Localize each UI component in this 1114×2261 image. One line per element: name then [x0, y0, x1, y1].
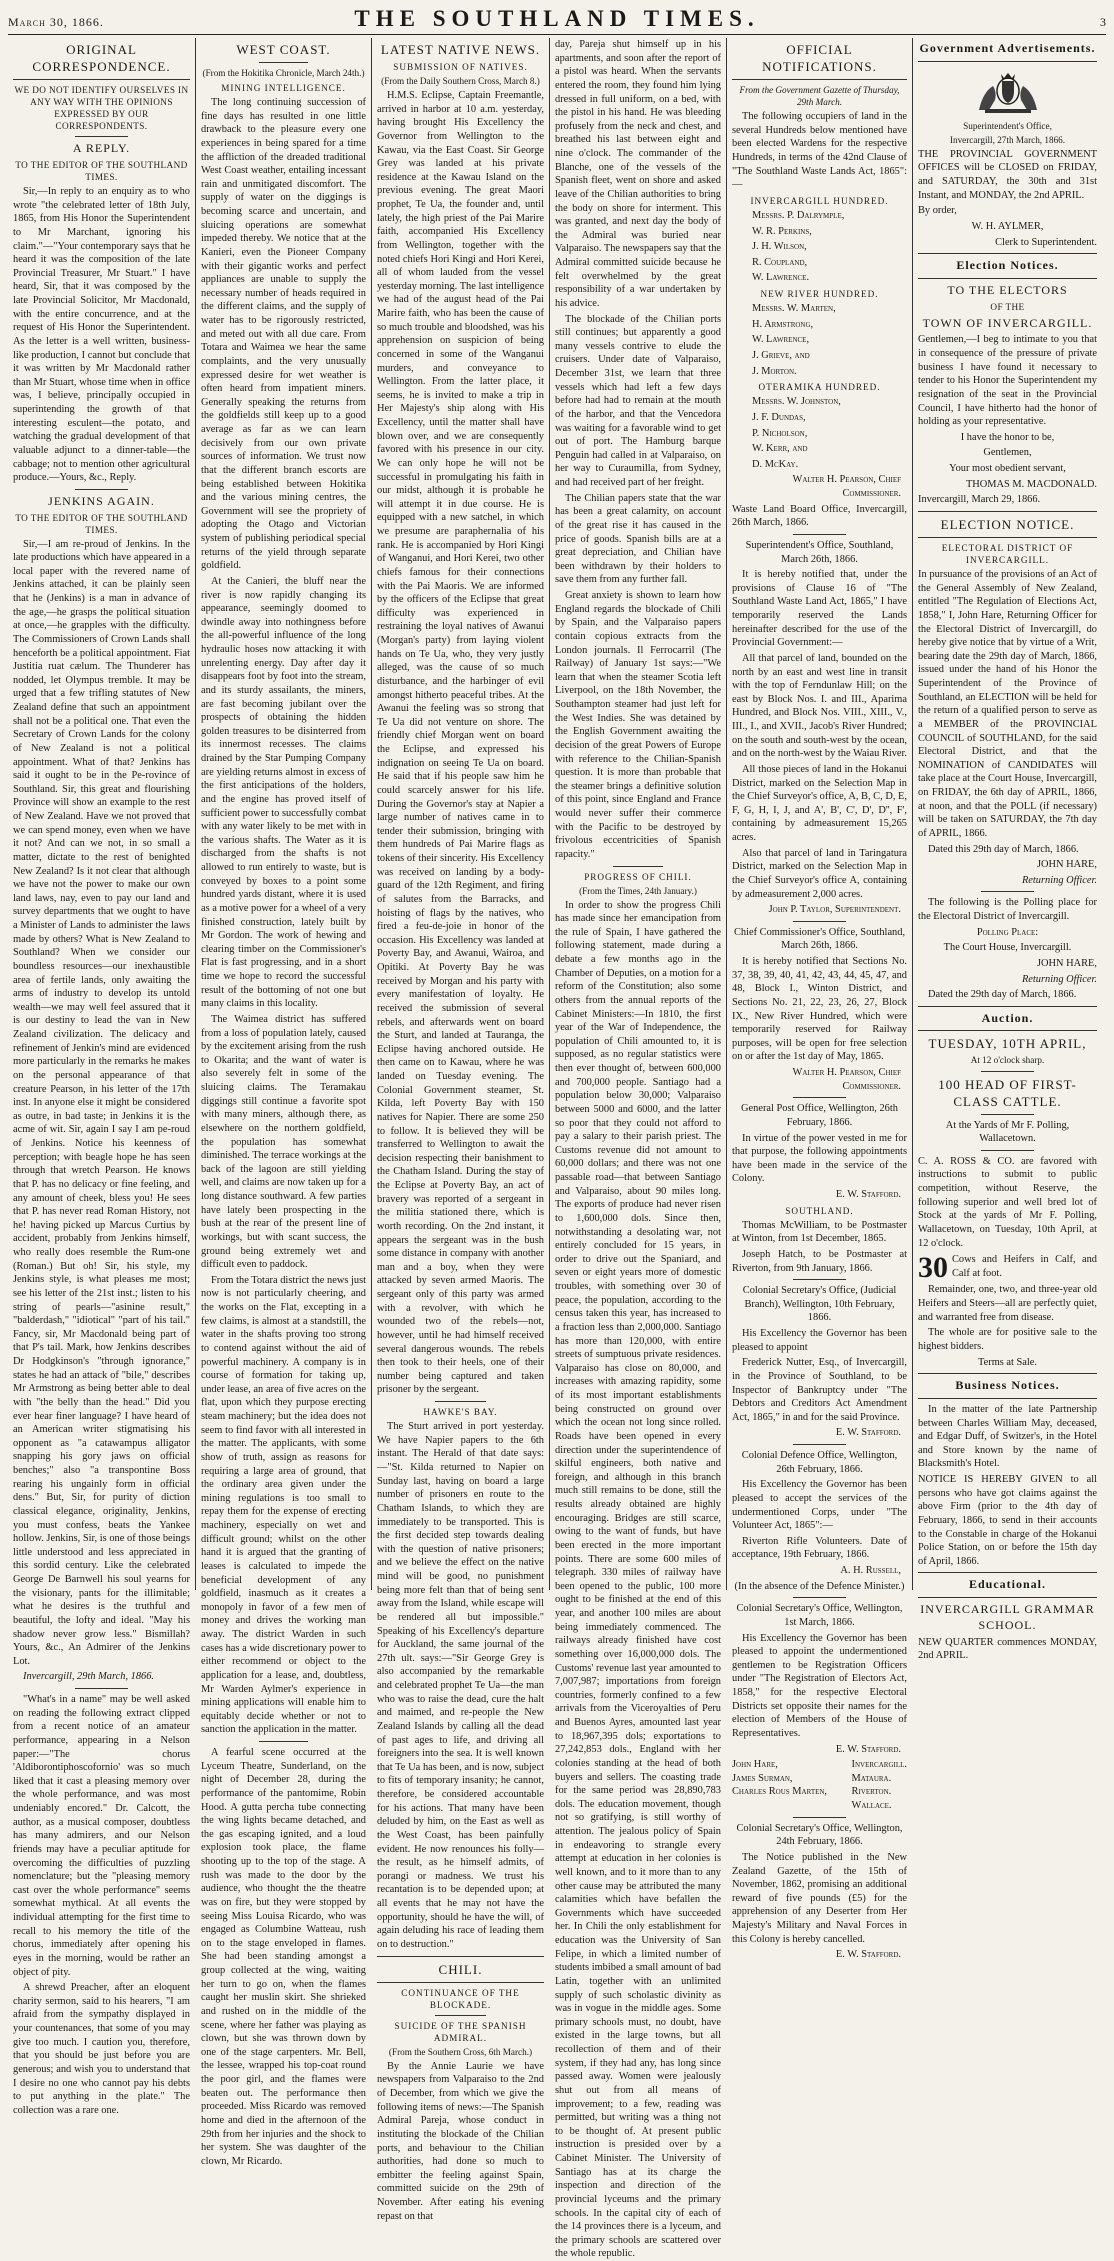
notice-text: It is hereby notified that Sections No. 37, 38, 39, 40, 41, 42, 43, 44, 45, 47, and 48, Block I., Winton District, and Sections No. 21, 22, 23, 26, 27, Block IX., New River Hundred, which were temporarily reserved for Railway purposes, will be open for free selection on or after the 1st day of May, 1865. — [732, 956, 907, 1063]
business-notice: In the matter of the late Partnership between Charles William May, deceased, and Edgar Duff, of Switzer's, in the Hotel and Store known by the name of Blacksmith's Hotel. — [918, 1403, 1097, 1470]
source-line: (From the Hokitika Chronicle, March 24th.) — [202, 68, 365, 79]
column-5 — [727, 38, 913, 1961]
divider — [918, 253, 1097, 254]
polling-label: Polling Place: — [976, 926, 1039, 938]
district-name: Invercargill. — [851, 1759, 907, 1771]
source-line: (From the Southern Cross, 6th March.) — [388, 2046, 533, 2057]
divider — [918, 1597, 1097, 1598]
district-name: Riverton. — [851, 1786, 892, 1798]
sub-heading: PROGRESS OF CHILI. — [584, 871, 692, 882]
article-paragraph: By the Annie Laurie we have newspapers from Valparaiso to the 2nd of December, from which we give the following items of news:—The Spanish Admiral Pareja, whose conduct in instituting the blockade of the Chilian ports, and behaviour to the Chilian authorities, had done so much to embitter the feeling against Spain, committed suicide on the 29th of November. After eating his evening repast on that — [377, 2060, 544, 2222]
notice-text: Also that parcel of land in Taringatura District, marked on the Selection Map in the Chief Surveyor's office A, containing by admeasurement 2,000 acres. — [732, 847, 907, 900]
signature: E. W. Stafford. — [835, 1949, 901, 1961]
signature-title: Clerk to Superintendent. — [995, 236, 1097, 248]
signature: W. H. AYLMER, — [971, 220, 1044, 232]
section-heading: WEST COAST. — [236, 42, 331, 57]
divider — [13, 79, 190, 80]
signature-title: Returning Officer. — [1021, 973, 1097, 985]
signature: JOHN HARE, — [1036, 957, 1097, 969]
column-2 — [196, 38, 372, 2167]
notice-text: Riverton Rifle Volunteers. Date of acceptance, 19th February, 1866. — [732, 1535, 907, 1561]
business-notice: NOTICE IS HEREBY GIVEN to all persons who have got claims against the above Firm (prior to the 4th day of February, 1866, to send in their accounts to the Constable in charge of the Hokanui Police Station, on or before the 15th day of April, 1866. — [918, 1474, 1097, 1567]
divider — [918, 1572, 1097, 1573]
office-dateline: Colonial Defence Office, Wellington, 26th February, 1866. — [741, 1450, 898, 1475]
stock-description: Cows and Heifers in Calf, and Calf at foot. — [952, 1254, 1097, 1279]
officer-name: James Surman, — [732, 1772, 793, 1784]
divider — [918, 1373, 1097, 1374]
warden-name: Messrs. P. Dalrymple, — [752, 209, 845, 221]
section-heading: Election Notices. — [956, 258, 1059, 273]
news-item: "What's in a name" may be well asked on reading the following extract clipped from a recent notice of an amateur performance, appearing in a Nelson paper:—"The chorus 'Aldiborontiphoscofornio' was so much liked that it cast a pleasing memory over the whole performance, and was most undeniably encored." Dr. Calcott, the author, as a musical composer, doubtless has many admirers, and our Nelson friends may have a peculiar aptitude for overcoming the difficulties of puzzling nomenclature; but the "pleasing memory cast over the whole performance" seems somewhat mythical. At all events the individual attempting for the first time to recall to his memory the title of the chorus, immediately after opening his eyes in the morning, would be rather an object of pity. — [13, 1694, 190, 1978]
article-paragraph: The Sturt arrived in port yesterday. We have Napier papers to the 6th instant. The Herald of that date says:—"St. Kilda returned to Napier on Sunday last, having on board a large number of prisoners en route to the Chatham Islands, to which they are immediately to be transported. This is the first decided step towards dealing with the question of native prisoners; and we believe the effect on the native mind will be good, no punishment being more felt than that of being sent away from the Island, while escape will be rendered all but impossible." Speaking of his Excellency's departure for Auckland, the same journal of the 27th ult. says:—"Sir George Grey is also accompanied by the remarkable and celebrated prophet Te Ua—the man who was to raise the dead, cure the halt and maimed, and re-people the New Zealand Islands by calling all the dead of past ages to life, and driving all foreigners into the sea. It is well known that Te Ua has been, and is now, subject to fits of temporary insanity; he cannot, therefore, be considered accountable for his actions. That many have been deluded by him, on the East as well as the West Coast, has been painfully evident. He now renounces his folly—the result, as he himself admits, of porangi or madness. We trust his recantation is to be depended upon; at all events that he may not have the opportunity, should he have the will, of again deluding his race of leading them on to destruction." — [377, 1421, 544, 1950]
signature: E. W. Stafford. — [835, 1427, 901, 1439]
article-paragraph: day, Pareja shut himself up in his apartments, and soon after the report of a pistol was heard. When the servants entered the room, they found him lying dressed in full uniform, on a bed, with the pistol in his hand. He was bleeding profusely from the neck and chest, and breathed his last between eight and nine o'clock. The commander of the Blanche, one of the vessels of the Spanish fleet, went on shore and asked leave of the Chilian authorities to bring the body on shore for interment. This was granted, and next day the body of the Admiral was buried near Valparaiso. The newspapers say that the Admiral committed suicide because he felt overwhelmed by the great responsibility of a war undertaken by his advice. — [555, 39, 722, 309]
warden-name: J. H. Wilson, — [752, 241, 807, 253]
article-paragraph: The long continuing succession of fine days has resulted in one little drawback to the pleasure every one experiences in being spared for a time the affliction of the dreaded traditional West Coast weather, entailing incessant rain and unmitigated discomfort. The supply of water on the diggings is becoming scarce and uncertain, and sluicing operations are somewhat impeded thereby. We notice that at the Kanieri, even the Pioneer Company with their gigantic works and perfect appliances are unable to supply the necessary number of heads required in the different claims, and the supply of water has to be rigorously restricted, and meted out with all due care. From Totara and Waimea we hear the same complaints, and the very unusually expressed desire for wet weather is often heard from impatient miners. Generally speaking the returns from the goldfields still keep up to a good average as far as we can learn decisively from our own private sources of information. We trust now that the different branch escorts are being established between Hokitika and the various mining centres, the Government will see the propriety of adopting the Otago and Victorian system of publishing periodical special returns of the yield through separate goldfield. — [201, 97, 366, 572]
sub-heading: CONTINUANCE OF THE BLOCKADE. — [401, 1987, 520, 2010]
auction-terms: Terms at Sale. — [978, 1356, 1037, 1368]
auction-text: C. A. ROSS & CO. are favored with instructions to submit to public competition, without Reserve, the following superior and well bred lot of Stock at the yards of Mr F. Polling, Wallacetown, on Tuesday, 10th April, at 12 o'clock. — [918, 1155, 1097, 1249]
letter-body: Sir,—I am re-proud of Jenkins. In the late productions which have appeared in a local paper with the revered name of Jenkins attached, it can be plainly seen that he (Jenkins) is a man in advance of the age,—he grasps the political situation at once,—he grapples with the difficulty. The Commissioners of Crown Lands shall henceforth be a political appointment. Fiat Justitia ruat cælum. The Thunderer has nodded, let Olympus tremble. It may be urged that a few trifling statutes of New Zealand define that such an appointment shall not be a political one. That even the Secretary of Crown Lands for the colony of New Zealand is not a political appointment. What of that? Jenkins has said it ought to be in the Pe-rovince of Southland. Sir, this great and flourishing Province will show an example to the rest of New Zealand. Have we not proved that we can spend money, even when we have it not? And can we not, in so small a matter, dictate to the rest of benighted New Zealand? Is it not clear that although we have not the power to make our own land laws, nay, even to pay our land and survey departments that we ought to have a Minister of Lands to administer the laws made by others? What is New Zealand to Southland? When we consider our boundless resources—our inexhaustible area of fertile lands, only awaiting the arms of industry to develop its untold wealth—we may well feel assured that it is our destiny to lead the van in New Zealand civilization. The delicacy and refinement of Jenkin's mind are evidenced more particularly in the remarks he makes on the personal appearance of that creature Pearson, in his letter of the 17th inst. In anyone else it might be considered as outre, in bad taste; in Jenkins it is the acme of wit. Sir, again I say I am pe-roud of Jenkins. Notice his keenness of perception; with beagle hope he has seen through that wretch Pearson. He knows that P. has no delicacy or fine feeling, and any amount of cheek, bless you! He sees that P. has never read Roman History, not he! having picked up Marcus Curtius by accident, probably from Jenkins himself, who really does resemble the Rum-one (Roman.) But oh! Sir, his style, my Jenkins style, is what pleases me most; see his letter of the 21st inst.; listen to his string of pearls—"asinine result," "balderdash," "idiotical" "part of his tail." Fancy, sir, Mr Macdonald being part of that P's tail. Mark, how Jenkins describes Dr Hodgkinson's "through ignorance," states he had an attack of "bile," describes Mr Armstrong as being better able to deal with "the belly than the head." Did you ever hear finer language? I have heard of an American writer stigmatising his opponent as "a catawampus alligator snapping his gory jaws on official benches;" also "a transpontine Boss rearing his ungainly form in official dens." But, Sir, for purity of diction classical elegance, originality, Jenkins, you must confess, beats the Yankee hollow. Jenkins, Sir, is one of those beings little understood and less appreciated in this sordid century. Like the celebrated George De Barnwell his soul yearns for the visionary, pants for the illimitable; what he desires is the truthful and beautiful, the lofty and ideal. "May his shadow never grow less." Bismillah? Yours, &c., An Admirer of the Jenkins Lot. — [13, 538, 190, 1667]
place-heading: SOUTHLAND. — [785, 1205, 854, 1216]
auction-time: At 12 o'clock sharp. — [970, 1055, 1045, 1066]
hundred-heading: NEW RIVER HUNDRED. — [760, 289, 879, 300]
dateline: Dated this 29th day of March, 1866. — [928, 843, 1079, 855]
section-heading: Government Advertisements. — [919, 41, 1096, 55]
by-order: By order, — [918, 205, 957, 217]
notice-text: His Excellency the Governor has been pleased to appoint — [732, 1328, 907, 1353]
article-paragraph: From the Totara district the news just now is not particularly cheering, and the works on the Flat, excepting in a few claims, is almost at a standstill, the water in the shafts proving too strong to contend against without the aid of powerful machinery. A company is in course of formation for taking up, under lease, an area of five acres on the flat, upon which they purpose erecting steam machinery; but the idea does not seem to find favor with all interested in the matter. The applicants, with some show of truth, assign as reasons for requiring a large area of ground, that the ordinary area given under the mining regulations is too small to repay them for the expense of erecting machinery, especially on wet and difficult ground; whilst on the other hand it is argued that the granting of leases is calculated to impede the beneficial development of any goldfield, inasmuch as it creates a monopoly in favor of a few men of money and drives the working man away. The district Warden in such cases has a wide discretionary power to either recommend or object to the application for a lease, and, doubtless, Mr Warden Aylmer's experience in mining applications will enable him to equitably decide whether or not to sanction the application in the matter. — [201, 1274, 366, 1736]
newspaper-title: THE SOUTHLAND TIMES. — [354, 6, 760, 31]
registration-table — [732, 1758, 907, 1813]
address-connector: OF THE — [990, 301, 1025, 312]
hundred-heading: INVERCARGILL HUNDRED. — [750, 195, 889, 206]
divider — [793, 1817, 846, 1818]
article-paragraph: Great anxiety is shown to learn how England regards the blockade of Chili by Spain, and the Valparaiso papers contain copious extracts from the London journals. Il Ferrocarril (The Railway) of January 1st says:—"We learn that when the steamer Scotia left Liverpool, on the 18th November, the Southampton steamer had just left for the West Indies. She was detained by the English Government awaiting the decision of the great Powers of Europe with reference to the Chilian-Spanish question. It is more than probable that the steamer brings a definitive solution of this point, since England and France would never suffer their commerce with the Pacific to be destroyed by frivolous eccentricities of Spanish rapacity." — [555, 590, 721, 860]
warden-name: H. Armstrong, — [752, 318, 814, 330]
divider — [918, 1398, 1097, 1399]
divider — [435, 1401, 485, 1402]
divider — [918, 1030, 1097, 1031]
section-heading: CHILI. — [438, 1961, 483, 1977]
auction-location: At the Yards of Mr F. Polling, Wallacetown. — [945, 1119, 1070, 1145]
divider — [918, 1006, 1097, 1007]
divider — [793, 1444, 846, 1445]
signature: E. W. Stafford. — [835, 1743, 901, 1755]
signature: THOMAS M. MACDONALD. — [965, 478, 1097, 490]
signature-title: Returning Officer. — [1021, 874, 1097, 886]
closure-notice: THE PROVINCIAL GOVERNMENT OFFICES will be CLOSED on FRIDAY, and SATURDAY, the 30th and 31st Instant, and MONDAY, the 2nd APRIL. — [918, 148, 1097, 201]
article-paragraph: At the Canieri, the bluff near the river is now rapidly changing its appearance, seemingly doomed to dwindle away into nothingness before the all-powerful influence of the long hydraulic hoses now attacking it with unrelenting energy. Day after day it disappears foot by foot into the stream, and its sturdy assailants, the miners, are fast becoming jubilant over the prospects of obtaining the hidden golden treasures to be disinterred from its innermost recesses. The claims drained by the Star Pumping Company are yielding returns almost in excess of the first anticipations of the holders, and the engine has proved itself of sufficient power to successfully combat with any water likely to be met with in the various shafts. The Water as it is discharged from the shafts is not allowed to run entirely to waste, but is conveyed by boxes to a point some hundred yards distant, where it is used as a motive power for a wheel of a very finished construction, lately built by Mr Gordon. The work of hewing and clearing timber on the Commissioner's Flat is fast progressing, and in a short time we hope to record the successful result of the bottoming of not one but many claims in this locality. — [201, 575, 366, 1010]
office-dateline: Waste Land Board Office, Invercargill, 26th March, 1866. — [732, 503, 907, 529]
column-4 — [550, 38, 727, 2260]
divider — [435, 2015, 485, 2016]
section-heading: Auction. — [981, 1010, 1034, 1025]
stock-count: 30 — [918, 1251, 948, 1285]
school-name: INVERCARGILL GRAMMAR SCHOOL. — [920, 1602, 1095, 1632]
warden-name: W. R. Perkins, — [752, 225, 812, 237]
sub-heading: MINING INTELLIGENCE. — [221, 83, 346, 94]
divider — [981, 891, 1035, 892]
sub-heading: HAWKE'S BAY. — [423, 1407, 498, 1418]
column-6 — [913, 38, 1102, 1662]
officer-name — [732, 1799, 846, 1813]
letter-body: Sir,—In reply to an enquiry as to who wrote "the celebrated letter of 18th July, 1865, from His Honor the Superintendent to Mr Marchant, ignoring his claim."—"Your contemporary says that he heard it was the composition of the late Provincial Treasurer, Mr Stuart." I have heard, Sir, that it was composed by the late Provincial Solicitor, Mr Macdonald, with the entire concurrence, and at the request of His Honor the Superintendent. As the letter is a well written, business-like production, I cannot but conclude that it was written by Mr Macdonald rather than Mr Stuart, whose time when in office was, I believe, principally occupied in superintending the growth of that interesting esculent—the potato, and watching the gradual development of that valuable adjunct to a dinner-table—the cabbage; not to mention other agricultural produce.—Yours, &c., Reply. — [13, 186, 190, 484]
warden-name: R. Coupland, — [752, 256, 808, 268]
district-name: Wallace. — [851, 1800, 892, 1812]
divider — [377, 1956, 544, 1957]
page-number: 3 — [1099, 15, 1106, 29]
notice-text: The following occupiers of land in the several Hundreds below mentioned have been elected Wardens for the respective Hundreds, in terms of the 42nd Clause of "The Southland Waste Lands Act, 1865":— — [732, 111, 907, 191]
officer-name: John Hare, — [732, 1759, 778, 1771]
warden-name: W. Lawrence, — [752, 334, 810, 346]
sub-heading: SUBMISSION OF NATIVES. — [393, 62, 528, 73]
divider — [918, 537, 1097, 538]
gazette-intro: From the Government Gazette of Thursday, 29th March. — [739, 85, 900, 108]
article-paragraph: A fearful scene occurred at the Lyceum Theatre, Sunderland, on the night of December 28, during the performance of the pantomime, Robin Hood. A gutta percha tube connecting the wing lights became detached, and the gas escaping ignited, and a loud explosion took place, the flame shooting up to the top of the stage. A rush was made to the door by the audience, who thought the the theatre was on fire, but they were stopped by seeing Miss Louisa Ricardo, who was engaged as Columbine Watteau, rush on to the stage enveloped in flames. She had been standing amongst a group collected at the wing, waiting her turn to go on, when the flames caught her muslin skirt. She shrieked and rushed on in the middle of the scene, where her father was playing as clown, but she was thrown down by one of the stage carpenters. Mr. Bell, the lessee, wrapped his top-coat round the poor girl, and the flames were beaten out. The performance then proceeded. Miss Ricardo was removed home and died in the afternoon of the 29th from her injuries and the shock to her system. She was daughter of the clown, Mr Ricardo. — [201, 1747, 366, 2167]
stock-lot — [918, 1251, 1097, 1285]
signature-note: (In the absence of the Defence Minister.) — [734, 1580, 905, 1592]
auction-text: The whole are for positive sale to the highest bidders. — [918, 1327, 1097, 1352]
polling-intro: The following is the Polling place for the Electoral District of Invercargill. — [918, 897, 1097, 922]
sub-heading: SUICIDE OF THE SPANISH ADMIRAL. — [394, 2020, 527, 2043]
auction-title: 100 HEAD OF FIRST-CLASS CATTLE. — [938, 1076, 1077, 1109]
divider — [793, 1279, 846, 1280]
signature: A. H. Russell, — [840, 1565, 901, 1577]
signature: JOHN HARE, — [1036, 859, 1097, 871]
notice-text: All those pieces of land in the Hokanui District, marked on the Selection Map in the Chief Surveyor's office, A, B, C, D, E, F, G, H, I, J, and A', B', C', D', D'', F', containing by admeasurement 15,265 acres. — [732, 763, 907, 844]
divider — [793, 1597, 846, 1598]
notice-text: His Excellency the Governor has been pleased to appoint the undermentioned gentlemen to be Registration Officers under "The Registration of Electors Act, 1858," for the respective Electoral Districts set opposite their names for the election of Members of the House of Representatives. — [732, 1632, 907, 1739]
letter-title: JENKINS AGAIN. — [48, 493, 155, 508]
letter-title: A REPLY. — [72, 141, 131, 156]
column-1 — [8, 38, 196, 2116]
warden-name: Messrs. W. Johnston, — [752, 396, 841, 408]
warden-name: W. Lawrence. — [752, 272, 810, 284]
column-3 — [372, 38, 550, 2222]
signature: John P. Taylor, Superintendent. — [768, 904, 901, 916]
section-heading: ORIGINAL CORRESPONDENCE. — [32, 42, 171, 75]
warden-name: D. McKay. — [752, 458, 799, 470]
article-paragraph: The Chilian papers state that the war has been a great calamity, on account of the great rise it has caused in the price of goods. Spanish bills are at a great depreciation, and Chilian have been withdrawn by their holders to save them from any further fall. — [555, 492, 721, 586]
officer-name: Charles Rous Marten, — [732, 1786, 828, 1798]
divider — [918, 511, 1097, 512]
article-paragraph: In order to show the progress Chili has made since her emancipation from the rule of Spain, I have gathered the following statement, made during a debate a few months ago in the Chamber of Deputies, on a motion for a reform of the Constitution; also some others from the annual reports of the Cabinet Ministers:—In 1810, the first year of the War of Independence, the population of Chili amounted to, it is supposed, as no regular statistics were then ever thought of, between 600,000 and 700,000 people. Santiago had a population below 30,000; Valparaiso between 5000 and 6000, and the latter so poor that they could not afford to pay a salary to their parish priest. The Customs revenue did not amount to 60,000 dollars; and there was not one passable road—that between Santiago and Valparaiso, about 90 miles long. The exports of produce had never risen to 1,600,000 dols. Since then, notwithstanding a desolating war, not entirely concluded for 15 years, in order to drive out the Spaniard, and seven or eight years more of domestic troubles, with something over 30 of peace, the population, according to the census taken this year, has increased to a fraction less than 2,000,000. Santiago has more than 120,000, with entire streets of sumptuous private residences. Valparaiso has close on 80,000, and increases with amazing rapidity, some of its most important establishments being constructed on ground over which the ocean not long since rolled. Roads have been opened in every direction under the superintendence of skilful engineers, both native and foreign, and although in this branch much still remains to be done, still the results already obtained are highly encouraging. Bridges are still scarce, owing to the want of funds, but have been erected in the more important points. There are some 600 miles of telegraph. 330 miles of railway have been opened to the public, 100 more ought to be finished at the end of this year, and another 100 miles are about being immediately commenced. The railways already finished have cost something over 16,000,000 dols. The Customs' revenue last year amounted to 7,007,987; importations from foreign countries, formerly confined to a few arrivals from the Viceroyalties of Peru and Buenos Ayres, amounted last year to 18,967,395 dols; exportations to 27,242,853 dols., England with her colonies standing at the head of both buyers and sellers. The coasting trade for the same period was 28,890,783 dols. The education movement, though not so gratifying, is still worthy of attention. The jealous policy of Spain in endeavoring to strangle every attempt at education in her colonies is well known, and to it more than to any other cause may be attributed the many calamities which have befallen the Governments which have succeeded her. In Chili the only establishment for education was the University of San Felipe, in which a limited number of students imbibed a small amount of bad Latin, together with an unlimited supply of such scholastic divinity as was in vogue in the middle ages. Some primary schools must, no doubt, have existed in the large towns, but all recollection of them and of their system, if they had any, has long since passed away. Women were jealously shut out from all means of improvement; to a few, reading was permitted, but writing was a thing not to be thought of. At present public instruction is presided over by a Cabinet Minister. The University of Santiago has at its charge the inspection and direction of the provincial lyceums and the primary schools. In the capital city of each of the 14 provinces there is a lyceum, and the primary schools are scattered over the whole republic. — [555, 899, 721, 2260]
letter-dateline: Invercargill, 29th March, 1866. — [23, 1671, 155, 1683]
article-paragraph: The Waimea district has suffered from a loss of population lately, caused by the excitement arising from the rush to Okarita; and the want of water is also severely felt in some of the sluicing claims. The Teramakau diggings still continue a favorite spot with many miners, although there, as elsewhere on the northern goldfield, the population has somewhat diminished. The terrace workings at the back of the lagoon are still yielding well, and claims are now taken up for a long distance southward. A few parties have lately been prospecting in the bush at the rear of the present line of workings, but with scant success, the ground being extremely wet and difficult even to paddock. — [201, 1013, 366, 1271]
signature: E. W. Stafford. — [835, 1189, 901, 1201]
notice-text: Joseph Hatch, to be Postmaster at Riverton, from 9th January, 1866. — [732, 1248, 907, 1274]
news-item: A shrewd Preacher, after an eloquent charity sermon, said to his hearers, "I am afraid from the sympathy displayed in your countenances, that some of you may give too much. I caution you, therefore, that you should be just before you are generous; and wish you to understand that I desire no one who cannot pay his debts to put anything in the plate." The collection was a rare one. — [13, 1982, 190, 2116]
source-line: (From the Times, 24th January.) — [579, 885, 697, 896]
divider — [981, 1114, 1035, 1115]
closing: Your most obedient servant, — [949, 463, 1066, 475]
dateline: Dated the 29th day of March, 1866. — [928, 989, 1077, 1001]
resignation-letter: Gentlemen,—I beg to intimate to you that in consequence of the pressure of private business I have found it necessary to tender to his Honor the Superintendent my resignation of the seat in the Provincial Council, I have hitherto had the honor of holding as your representative. — [918, 334, 1097, 428]
notice-text: In virtue of the power vested in me for that purpose, the following appointments have been made in the service of the Colony. — [732, 1132, 907, 1185]
royal-coat-of-arms-icon — [971, 66, 1045, 116]
office-dateline: Superintendent's Office, Southland, March 26th, 1866. — [745, 539, 894, 565]
warden-name: P. Nicholson, — [752, 427, 808, 439]
office-dateline: Invercargill, 27th March, 1866. — [949, 134, 1066, 145]
section-heading: Educational. — [968, 1577, 1046, 1592]
election-notice-text: In pursuance of the provisions of an Act of the General Assembly of New Zealand, entitled "The Regulation of Elections Act, 1858," I, John Hare, Returning Officer for the Electoral District of Invercargill, do hereby give notice that by virtue of a Writ, bearing date the 29th day of March, 1866, issued under the hand of his Honor the Superintendent of the Province of Southland, an ELECTION will be held for the return of a qualified person to serve as a MEMBER of the PROVINCIAL COUNCIL of SOUTHLAND, for the said Electoral District, and that the NOMINATION of CANDIDATES will take place at the Court House, Invercargill, on FRIDAY, the 6th day of APRIL, 1866, at noon, and that the POLL (if necessary) will be taken on SATURDAY, the 7th day of APRIL, 1866. — [918, 569, 1097, 839]
divider — [918, 61, 1097, 62]
divider — [613, 866, 663, 867]
disclaimer: WE DO NOT IDENTIFY OURSELVES IN ANY WAY WITH THE OPINIONS EXPRESSED BY OUR CORRESPONDENTS. — [14, 85, 189, 132]
notice-text: The Notice published in the New Zealand Gazette, of the 15th of November, 1862, promising an additional reward of five pounds (£5) for the apprehension of any Deserter from Her Majesty's Military and Naval Forces in this Colony is hereby cancelled. — [732, 1851, 907, 1945]
sub-heading: ELECTORAL DISTRICT OF INVERCARGILL. — [941, 542, 1074, 565]
closing: Gentlemen, — [983, 447, 1032, 459]
dateline: Invercargill, March 29, 1866. — [918, 494, 1041, 506]
notice-text: His Excellency the Governor has been pleased to accept the services of the undermentioned Corps, under "The Volunteer Act, 1865":— — [732, 1479, 907, 1532]
warden-name: J. F. Dundas, — [752, 411, 806, 423]
divider — [377, 1982, 544, 1983]
district-name: Mataura. — [851, 1772, 892, 1784]
signature: Walter H. Pearson, Chief Commissioner. — [792, 1067, 901, 1092]
warden-name: J. Morton. — [752, 365, 797, 377]
auction-text: Remainder, one, two, and three-year old Heifers and Steers—all are perfectly quiet, and warranted free from disease. — [918, 1284, 1097, 1323]
divider — [75, 489, 128, 490]
school-notice: NEW QUARTER commences MONDAY, 2nd APRIL. — [918, 1636, 1097, 1662]
article-paragraph: H.M.S. Eclipse, Captain Freemantle, arrived in harbor at 10 a.m. yesterday, having brought His Excellency the Governor from Wellington to the Kawau, via the East Coast. Sir George Grey was landed at his private residence at the Kawau Island on the previous evening. The great Maori prophet, Te Ua, the founder and, until lately, the high priest of the Pai Marire faith, accompanied His Excellency from Wellington, together with the noted chiefs Hori Kingi and Hori Kerei, all of whom lauded from the vessel yesterday morning. The last intelligence we had of the august head of the Pai Marire faith, who has been the cause of so much trouble and bloodshed, was his apprehension on suspicion of being concerned in some of the Wanganui murders, and conveyance to Wellington. From the latter place, it seems, he is invited to make a trip in Her Majesty's ship along with His Excellency, until the matter shall have blown over, and we are consequently favored with his presence in our city. We can only hope he will not be successful in promulgating his faith in our midst, although it is probable he will attempt it in due course. He is equipped with a new satchel, in which we presume are paraphernalia of his rank. He is accompanied by Hori Kingi of Wanganui, and Hori Kerei, two other chiefs famous for their connections with the Pai Maoris. We are informed by the officers of the Eclipse that great difficulty was experienced in restraining the loyal natives of Awanui (Morgan's party) from laying violent hands on Te Ua, who, they very justly alleged, was the cause of so much disturbance, and the harbinger of evil amongst hitherto peaceful tribes. At the Awanui the feeling was so strong that Te Ua did not venture on shore. The friendly chief Morgan went on board the Eclipse, and expressed his indignation on seeing Te Ua on board. He said that if his people saw him he could scarcely answer for his life. During the Governor's stay at Napier a large number of natives came in to tender their submission, bringing with them hundreds of Pai Marire flags as tokens of their sincerity. His Excellency was received on landing by a body-guard of the 12th Regiment, and firing of salutes from the Barracks, and hoisting of flags by the natives, who fired a feu-de-joie in honor of the occasion. His Excellency was landed at Poverty Bay, and Awanui, Wairoa, and Opitiki. At Poverty Bay he was received by Morgan and his party with every manifestation of loyalty. He received the submission of several rebels, and afterwards went on board the Sturt, and landed at Tauranga, the Eclipse having anchored outside. He then came on to Kawau, where he was landed on Tuesday evening. The Colonial Government steamer, St. Kilda, left Poverty Bay with 150 natives for Napier. There are some 250 to follow. It is believed they will be transferred to Wellington to await the decision respecting their banishment to the Chatham Island. During the stay of the Eclipse at Poverty Bay, an act of bravery was reported of a sergeant in the militia stationed there, which is worth recording. On the 2nd instant, it appears the sergeant was in the bush some distance in company with another man and a boy, when they were attacked by seven armed Maoris. The sergeant only of this party was armed with a revolver, with which he wounded two of the rebels—not, however, until he had himself received several dangerous wounds. The rebels then took to their heels, one of their number being captured and taken prisoner by the sergeant. — [377, 90, 544, 1396]
notice-text: It is hereby notified that, under the provisions of Clause 16 of "The Southland Waste Land Act, 1865," I have temporarily reserved the Lands hereinafter described for the use of the Provincial Government:— — [732, 569, 907, 649]
notice-text: All that parcel of land, bounded on the north by an east and west line in transit with the top of Ferndunlaw Hill; on the east by Block Nos. I. and III., Aparima Hundred, and Block Nos. VIII., XIII., V., III., I., and XVII., Jacob's River Hundred; on the south and south-west by the ocean, and on the north-west by the Waiau River. — [732, 652, 907, 760]
divider — [75, 136, 128, 137]
notice-text: Thomas McWilliam, to be Postmaster at Winton, from 1st December, 1865. — [732, 1219, 907, 1245]
notice-text: Frederick Nutter, Esq., of Invercargill, in the Province of Southland, to be Inspector of Bankruptcy under "The Debtors and Creditors Act Amendment Act, 1865," in and for the said Province. — [732, 1357, 907, 1423]
section-heading: LATEST NATIVE NEWS. — [380, 42, 541, 57]
divider — [793, 1097, 846, 1098]
closing: I have the honor to be, — [960, 431, 1055, 443]
signature: Walter H. Pearson, Chief Commissioner. — [792, 474, 901, 500]
divider — [793, 921, 846, 922]
letter-addressee: TO THE EDITOR OF THE SOUTHLAND TIMES. — [15, 512, 188, 535]
hundred-heading: OTERAMIKA HUNDRED. — [758, 382, 881, 393]
divider — [981, 1150, 1035, 1151]
section-heading: ELECTION NOTICE. — [940, 516, 1075, 532]
office-dateline: Colonial Secretary's Office, Wellington, 1st March, 1866. — [736, 1603, 903, 1628]
office-dateline: Colonial Secretary's Office, Wellington, 24th February, 1866. — [736, 1822, 903, 1848]
divider — [259, 62, 309, 63]
office-dateline: Chief Commissioner's Office, Southland, March 26th, 1866. — [733, 926, 906, 952]
address-heading: TOWN OF INVERCARGILL. — [922, 315, 1093, 330]
warden-name: Messrs. W. Marten, — [752, 303, 836, 315]
issue-date: March 30, 1866. — [8, 15, 104, 29]
section-heading: OFFICIAL NOTIFICATIONS. — [762, 42, 877, 75]
divider — [918, 278, 1097, 279]
source-line: (From the Daily Southern Cross, March 8.) — [381, 76, 540, 87]
divider — [793, 534, 846, 535]
divider — [981, 1071, 1035, 1072]
letter-addressee: TO THE EDITOR OF THE SOUTHLAND TIMES. — [15, 159, 188, 182]
warden-name: J. Grieve, and — [752, 349, 810, 361]
divider — [75, 1688, 128, 1689]
section-heading: Business Notices. — [955, 1378, 1060, 1393]
divider — [259, 1741, 309, 1742]
office-dateline: General Post Office, Wellington, 26th February, 1866. — [741, 1103, 898, 1128]
auction-date: TUESDAY, 10TH APRIL, — [928, 1036, 1087, 1052]
warden-name: W. Kerr, and — [752, 443, 808, 455]
polling-place: The Court House, Invercargill. — [943, 942, 1072, 954]
address-heading: TO THE ELECTORS — [947, 282, 1068, 297]
office-name: Superintendent's Office, — [963, 120, 1052, 131]
office-dateline: Colonial Secretary's Office, (Judicial Branch), Wellington, 10th February, 1866. — [742, 1285, 897, 1324]
masthead — [8, 6, 1106, 35]
divider — [732, 79, 907, 80]
article-paragraph: The blockade of the Chilian ports still continues; but apparently a good many vessels contrive to elude the cruisers. Under date of Valparaiso, December 31st, we learn that three vessels which had left a few days before had had to remain at the mouth of the harbor, and that the Vencedora was waiting for a favorable wind to get out of port. The Hamburg barque Penguin had called in at Valparaiso, on her way to Curaumilla, from Sydney, and had received part of her freight. — [555, 313, 721, 488]
